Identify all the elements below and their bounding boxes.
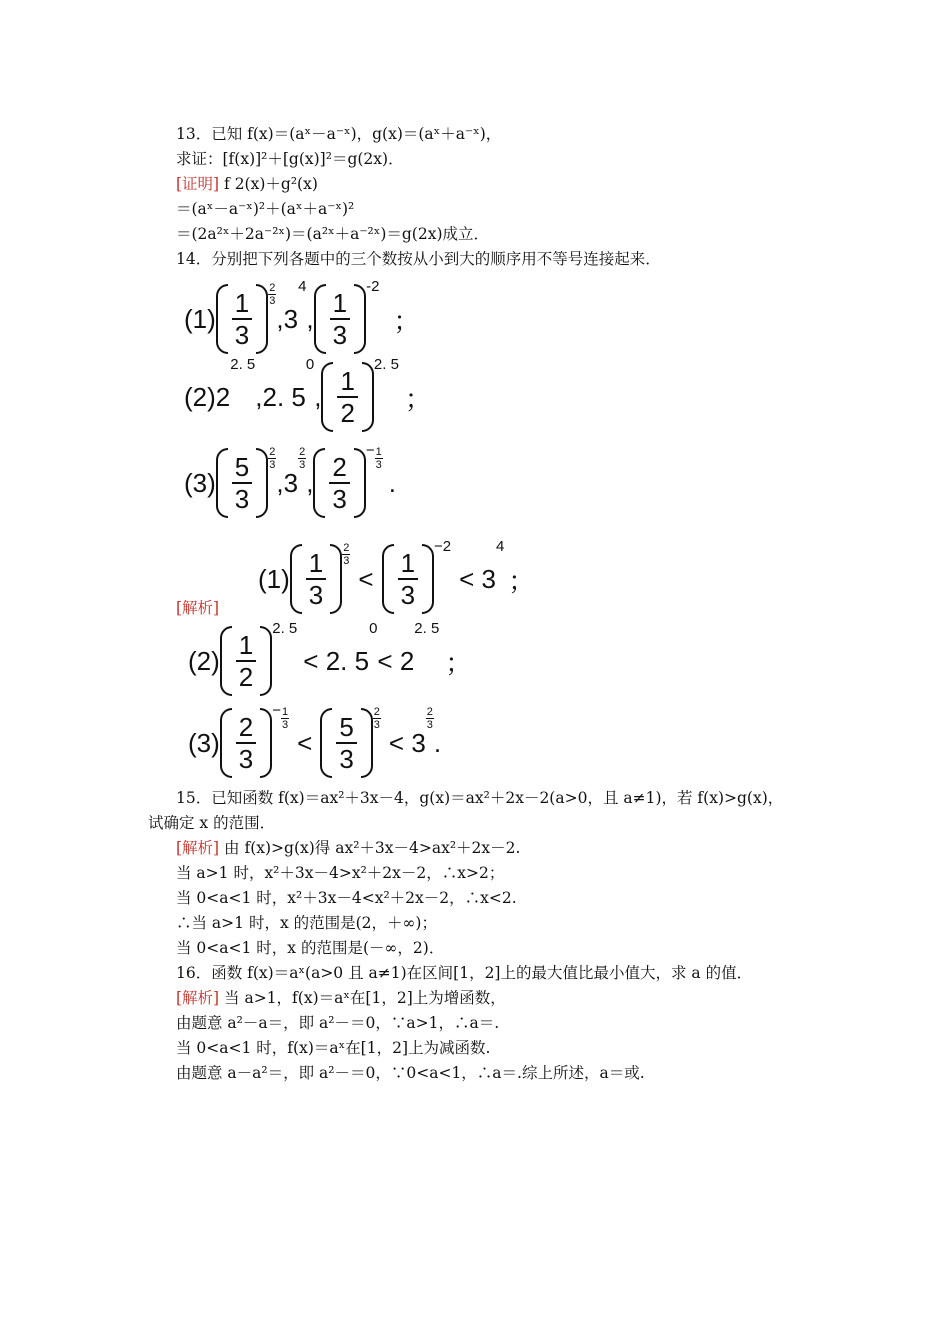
q13-proof1: f 2(x)＋g²(x) xyxy=(219,175,318,193)
q14-a3-exp-last: $\frac{2}{3}$ xyxy=(426,706,433,731)
q14-a2-rest-exp: 0 xyxy=(369,620,378,637)
q16-tag: [解析] xyxy=(176,989,220,1007)
q15-s5: 当 0<a<1 时，x 的范围是(－∞，2)． xyxy=(176,939,445,957)
q14-a3-exp-a: − $\frac{1}{3}$ xyxy=(272,702,289,731)
q14-a3-exp-b: $\frac{2}{3}$ xyxy=(373,706,380,731)
q14-a2-end: ； xyxy=(445,647,472,678)
q14-answer-2 xyxy=(188,620,472,696)
q16-s4: 由题意 a－a²＝，即 a²－＝0，∵0<a<1，∴a＝.综上所述，a＝或. xyxy=(176,1064,645,1082)
q14-p3-exp-a: $\frac{2}{3}$ xyxy=(269,446,276,471)
q14-p3-label: (3) xyxy=(184,467,216,498)
q13-line1: 13．已知 f(x)＝(aˣ－a⁻ˣ)，g(x)＝(aˣ＋a⁻ˣ)， xyxy=(176,125,502,143)
q14-line1: 14．分别把下列各题中的三个数按从小到大的顺序用不等号连接起来． xyxy=(176,250,661,268)
q16-s2: 由题意 a²－a＝，即 a²－＝0，∵a>1，∴a＝. xyxy=(176,1014,500,1032)
q15-analysis-row xyxy=(176,838,520,858)
q14-a3-paren-b: $\frac{5}{3}$ xyxy=(320,708,372,778)
q14-a1-exp-b: −2 xyxy=(434,538,452,555)
q14-a1-exp-a: $\frac{2}{3}$ xyxy=(343,542,350,567)
q15-tag: [解析] xyxy=(176,839,220,857)
q13-line2: 求证：[f(x)]²＋[g(x)]²＝g(2x)． xyxy=(176,150,404,168)
q14-p1-end: ； xyxy=(393,305,420,336)
q14-a1-lt2: < 3 xyxy=(459,563,497,594)
q14-p2-first-exp: 2. 5 xyxy=(230,356,256,373)
q16-s1: 当 a>1，f(x)＝aˣ在[1，2]上为增函数， xyxy=(219,989,506,1007)
q14-p1-sep: , xyxy=(306,303,314,334)
q15-line2: 试确定 x 的范围． xyxy=(148,814,276,832)
q14-p1-exp-b: -2 xyxy=(366,278,380,295)
q15-s3: 当 0<a<1 时，x²＋3x－4<x²＋2x－2，∴x<2. xyxy=(176,889,517,907)
q14-p2-mid: ,2. 5 xyxy=(255,381,306,412)
q14-answer-3 xyxy=(188,702,442,778)
q14-a3-paren-a: $\frac{2}{3}$ xyxy=(220,708,272,778)
q13-proof-row1 xyxy=(176,174,318,194)
q14-p2-end: ； xyxy=(404,383,431,414)
q13-proof2: ＝(aˣ－a⁻ˣ)²＋(aˣ＋a⁻ˣ)² xyxy=(176,200,355,218)
q14-p3-mid-exp: $\frac{2}{3}$ xyxy=(299,446,306,471)
q14-a2-lt-exp: 2. 5 xyxy=(414,620,440,637)
q14-p3-paren-a: $\frac{5}{3}$ xyxy=(216,448,268,518)
q14-a2-paren: $\frac{1}{2}$ xyxy=(220,626,272,696)
q14-a2-exp: 2. 5 xyxy=(272,620,298,637)
q14-problem-1 xyxy=(184,278,420,354)
q14-problem-3 xyxy=(184,442,397,518)
q14-p2-mid-exp: 0 xyxy=(305,356,315,373)
q15-line1: 15．已知函数 f(x)＝ax²＋3x－4，g(x)＝ax²＋2x－2(a>0，且 a≠1)，若 f(x)>g(x)， xyxy=(176,789,784,807)
q14-p1-paren-b: $\frac{1}{3}$ xyxy=(314,284,366,354)
q14-p1-label: (1) xyxy=(184,303,216,334)
q13-proof-tag: [证明] xyxy=(176,175,220,193)
q15-s1: 由 f(x)>g(x)得 ax²＋3x－4>ax²＋2x－2. xyxy=(219,839,521,857)
q14-a1-exp-last: 4 xyxy=(496,538,505,555)
q14-a2-label: (2) xyxy=(188,645,220,676)
q14-p2-paren: $\frac{1}{2}$ xyxy=(321,362,373,432)
q15-s4: ∴当 a>1 时，x 的范围是(2，＋∞)； xyxy=(176,914,437,932)
q14-p2-exp: 2. 5 xyxy=(373,356,399,373)
q14-p3-sep: , xyxy=(306,467,314,498)
q14-p3-end: . xyxy=(388,467,397,498)
q14-a2-lt: < 2 xyxy=(377,645,415,676)
q13-proof3: ＝(2a²ˣ＋2a⁻²ˣ)＝(a²ˣ＋a⁻²ˣ)＝g(2x)成立． xyxy=(176,225,489,243)
q14-a1-paren-a: $\frac{1}{3}$ xyxy=(290,544,342,614)
q14-a3-lt: < xyxy=(297,727,313,758)
q14-p3-mid: ,3 xyxy=(276,467,299,498)
q14-a2-rest: < 2. 5 xyxy=(303,645,370,676)
q14-p2-label: (2) xyxy=(184,381,216,412)
q14-p3-exp-b: − $\frac{1}{3}$ xyxy=(365,442,382,471)
q16-s3: 当 0<a<1 时，f(x)＝aˣ在[1，2]上为减函数. xyxy=(176,1039,491,1057)
q14-p3-paren-b: $\frac{2}{3}$ xyxy=(313,448,365,518)
q14-analysis-tag: [解析] xyxy=(176,599,220,617)
q14-a1-lt: < xyxy=(358,563,374,594)
q14-a3-label: (3) xyxy=(188,727,220,758)
q16-line1: 16．函数 f(x)＝aˣ(a>0 且 a≠1)在区间[1，2]上的最大值比最小值大，求 a 的值． xyxy=(176,964,753,982)
q14-a1-label: (1) xyxy=(258,563,290,594)
q14-p1-exp-a: $\frac{2}{3}$ xyxy=(269,282,276,307)
q15-s2: 当 a>1 时，x²＋3x－4>x²＋2x－2，∴x>2； xyxy=(176,864,505,882)
q14-p2-first: 2 xyxy=(215,381,231,412)
q16-analysis-row xyxy=(176,988,506,1008)
q14-p2-sep: , xyxy=(314,381,322,412)
q14-a1-end: ； xyxy=(508,565,535,596)
q14-problem-2 xyxy=(184,356,431,432)
q14-p1-paren-a: $\frac{1}{3}$ xyxy=(216,284,268,354)
q14-a3-lt2: < 3 xyxy=(388,727,426,758)
q14-p1-mid: ,3 xyxy=(276,303,299,334)
q14-p1-mid-exp: 4 xyxy=(298,278,307,295)
q14-answer-1 xyxy=(258,538,535,614)
q14-a1-paren-b: $\frac{1}{3}$ xyxy=(382,544,434,614)
q14-a3-end: . xyxy=(433,727,442,758)
